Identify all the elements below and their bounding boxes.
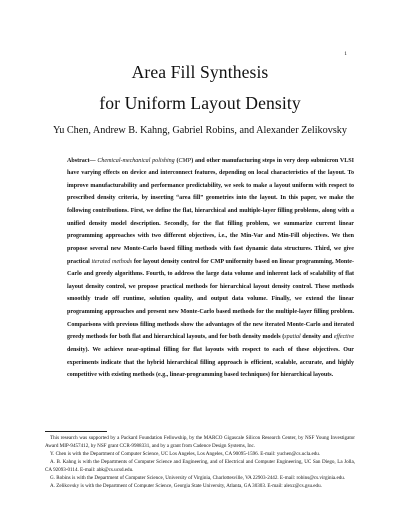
page-number: 1 — [344, 51, 347, 57]
abstract-emph-iterated-methods: iterated methods — [91, 258, 133, 265]
abstract-emph-cmp-term: Chemical-mechanical polishing — [97, 157, 175, 164]
footnotes — [45, 434, 355, 490]
footnote-author-kahng: A. B. Kahng is with the Departments of Computer Science and Engineering, and of Electrical and Computer Engineering, UC San Diego, La Jolla, CA 92093-0114. E-mail: abk@cs.ucsd.edu. — [45, 459, 355, 474]
footnote-funding: This research was supported by a Packard Foundation Fellowship, by the MARCO Gigascale Silicon Research Center, by NSF Young Investigator Award MIP-9457412, by NSF grant CCR-9988331, and by a grant from Cadence Design Systems, Inc. — [45, 435, 355, 450]
abstract-emph-effective: effective — [333, 334, 354, 341]
footnote-author-zelikovsky: A. Zelikovsky is with the Department of Computer Science, Georgia State University, Atlanta, GA 30303. E-mail: alexz@cs.gsu.edu. — [50, 483, 322, 490]
footnote-author-chen: Y. Chen is with the Department of Computer Science, UC Los Angeles, Los Angeles, CA 90095-1596. E-mail: yuchen@cs.ucla.edu. — [50, 451, 321, 458]
footnote-author-robins: G. Robins is with the Department of Computer Science, University of Virginia, Charlottesville, VA 22903-2442. E-mail: robins@cs.virginia.edu. — [50, 475, 346, 482]
abstract-text: ( — [174, 157, 179, 164]
abstract-text: ) and other manufacturing steps in very deep submicron VLSI have varying effects on device and interconnect features, depending on local characteristics of the layout. To improve manufacturability and performance predictability, we seek to make a layout uniform with respect to prescribed density criteria, by inserting “area fill” geometries into the layout. In this paper, we make the following contributions. First, we define the flat, hierarchical and multiple-layer filling problems, along with a unified density model description. Secondly, for the flat filling problem, we summarize current linear programming approaches with two different objectives, i.e., the Min-Var and Min-Fill objectives. We then propose several new Monte-Carlo based filling methods with fast dynamic data structures. Third, we give practical — [67, 157, 354, 265]
abstract-emph-spatial: spatial — [284, 334, 301, 341]
author-list: Yu Chen, Andrew B. Kahng, Gabriel Robins, and Alexander Zelikovsky — [53, 125, 347, 136]
paper-title-line-2: for Uniform Layout Density — [99, 93, 301, 113]
abstract-text: density). We achieve near-optimal filling for flat layouts with respect to each of these objectives. Our experiments indicate that the hybrid hierarchical filling approach is efficient, scalable, accurate, and highly competitive with existing methods (e.g., linear-programming based techniques) for hierarchical layouts. — [67, 346, 354, 379]
abstract-label: Abstract— — [67, 157, 98, 164]
footnote-rule — [45, 431, 107, 432]
abstract — [67, 155, 354, 382]
abstract-emph-cmp-abbr: CMP — [178, 157, 192, 164]
abstract-text: for layout density control for CMP uniformity based on linear programming, Monte-Carlo and greedy algorithms. Fourth, to address the large data volume and inherent lack of scalability of flat layout density control, we propose practical methods for hierarchical layout density control. These methods smoothly trade off runtime, solution quality, and output data volume. Finally, we extend the linear programming approaches and present new Monte-Carlo based methods for the multiple-layer filling problem. Comparisons with previous filling methods show the advantages of the new iterated Monte-Carlo and iterated greedy methods for both flat and hierarchical layouts, and for both density models ( — [67, 258, 354, 341]
paper-title-line-1: Area Fill Synthesis — [131, 62, 269, 82]
abstract-text: density and — [300, 334, 334, 341]
